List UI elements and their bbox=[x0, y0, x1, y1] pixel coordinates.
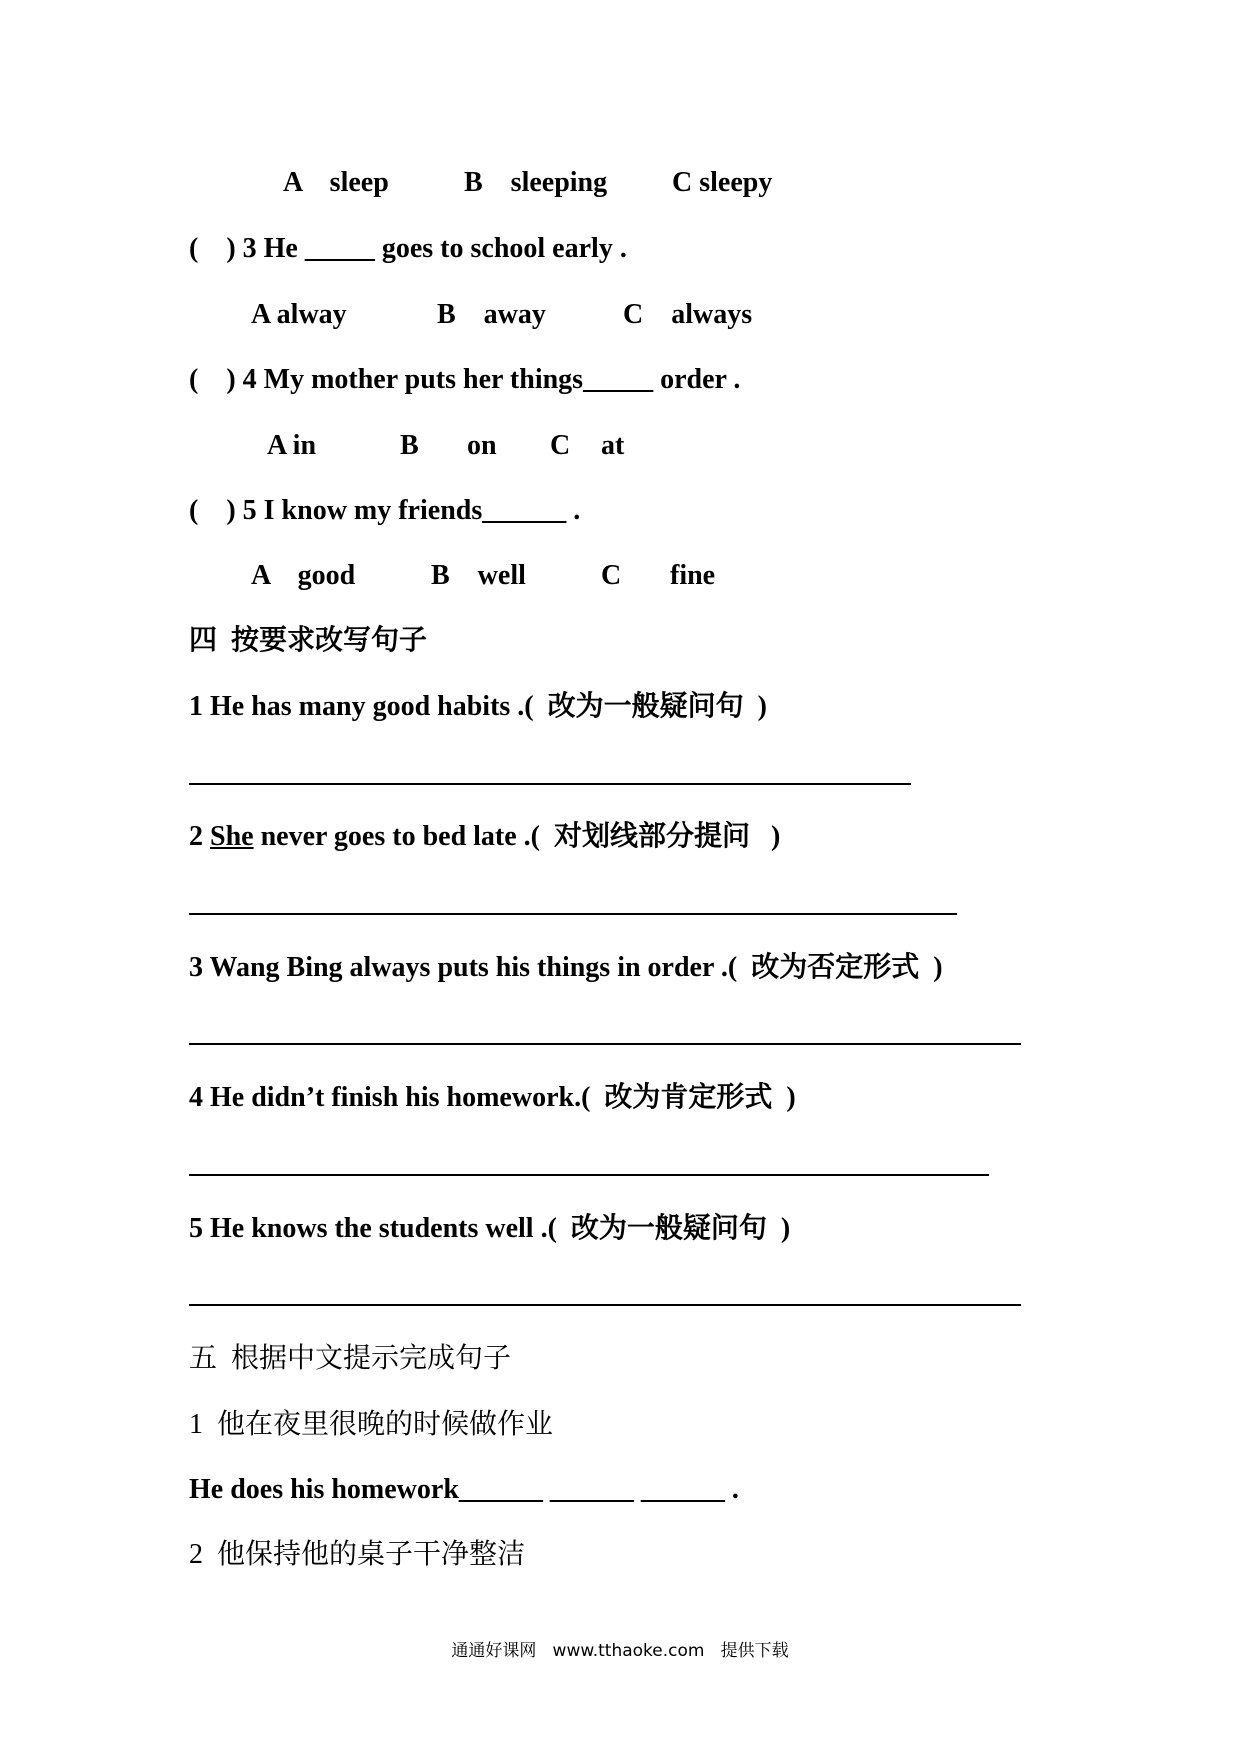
q5-stem: ( ) 5 I know my friends______ . bbox=[189, 495, 581, 526]
underlined-subject: She bbox=[210, 821, 254, 852]
q4-option-b-letter: B bbox=[400, 430, 419, 461]
answer-line-2[interactable] bbox=[189, 913, 957, 915]
rewrite-item-1: 1 He has many good habits .( 改为一般疑问句 ) bbox=[189, 691, 767, 722]
q3-option-b: B away bbox=[437, 299, 546, 330]
translate-prompt-2: 2 他保持他的桌子干净整洁 bbox=[189, 1539, 526, 1570]
rewrite-item-2 bbox=[189, 820, 780, 854]
answer-line-3[interactable] bbox=[189, 1043, 1021, 1045]
q5-option-b: B well bbox=[431, 560, 526, 591]
q4-option-b-word: on bbox=[467, 430, 497, 461]
section4-heading: 四 按要求改写句子 bbox=[189, 625, 428, 656]
section5-heading: 五 根据中文提示完成句子 bbox=[189, 1343, 512, 1374]
translate-prompt-1: 1 他在夜里很晚的时候做作业 bbox=[189, 1409, 554, 1440]
q3-stem: ( ) 3 He _____ goes to school early . bbox=[189, 233, 627, 264]
translate-sentence-1: He does his homework______ ______ ______ . bbox=[189, 1474, 739, 1505]
rewrite-item-5: 5 He knows the students well .( 改为一般疑问句 ) bbox=[189, 1213, 791, 1244]
q4-stem: ( ) 4 My mother puts her things_____ order . bbox=[189, 364, 741, 395]
footer-credit: 通通好课网 www.tthaoke.com 提供下载 bbox=[451, 1641, 789, 1661]
rewrite-item-3: 3 Wang Bing always puts his things in order .( 改为否定形式 ) bbox=[189, 952, 943, 983]
q2-option-b: B sleeping bbox=[464, 167, 608, 198]
q5-option-c-word: fine bbox=[670, 560, 716, 591]
q2-option-c: C sleepy bbox=[672, 167, 773, 198]
rewrite-item-2-post: never goes to bed late .( 对划线部分提问 ) bbox=[253, 821, 781, 852]
q5-option-a: A good bbox=[251, 560, 356, 591]
q2-option-a: A sleep bbox=[283, 167, 389, 198]
rewrite-item-2-pre: 2 bbox=[189, 821, 210, 852]
q3-option-a: A alway bbox=[251, 299, 347, 330]
q5-option-c-letter: C bbox=[601, 560, 622, 591]
rewrite-item-4: 4 He didn’t finish his homework.( 改为肯定形式 ) bbox=[189, 1082, 796, 1113]
q4-option-c-letter: C bbox=[550, 430, 571, 461]
q4-option-a: A in bbox=[267, 430, 317, 461]
q3-option-c: C always bbox=[623, 299, 753, 330]
answer-line-1[interactable] bbox=[189, 783, 911, 785]
answer-line-5[interactable] bbox=[189, 1304, 1021, 1306]
answer-line-4[interactable] bbox=[189, 1174, 989, 1176]
q4-option-c-word: at bbox=[601, 430, 625, 461]
